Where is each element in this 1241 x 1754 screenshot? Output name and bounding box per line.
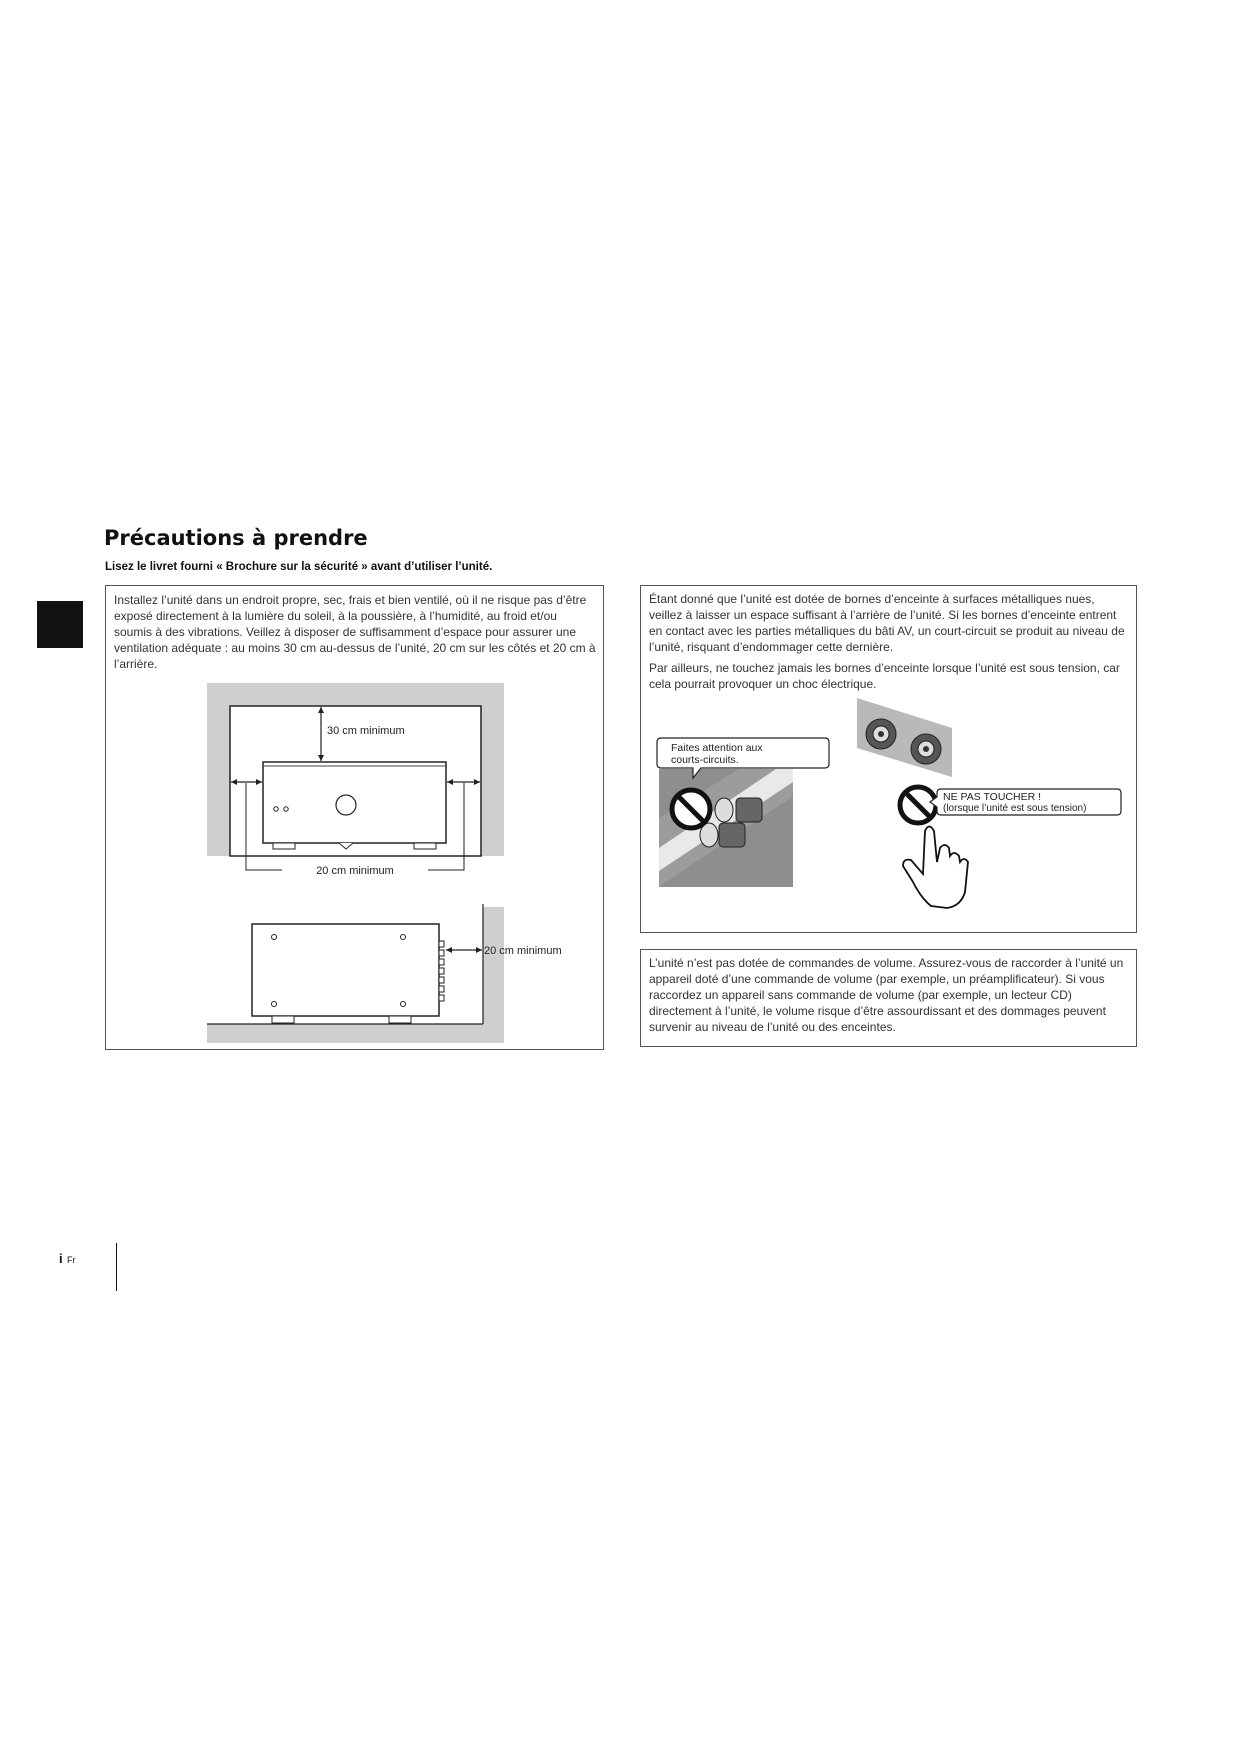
prohibited-icon-2 xyxy=(900,787,936,823)
unit-volume-knob xyxy=(336,795,356,815)
callout-line-1: Faites attention aux xyxy=(671,742,763,754)
terminal-text-1: Étant donné que l’unité est dotée de bornes d’enceinte à surfaces métalliques nues, veillez à laisser un espace suffisant à l’arrière de l’unité. Si les bornes d’enceinte entrent en contact avec les parties métalliques du bâti AV, un court-circuit se produit au niveau de l’unité, risquant d’endommager cette dernière. xyxy=(649,592,1125,654)
hand-icon xyxy=(903,827,968,909)
warning-line-2: (lorsque l’unité est sous tension) xyxy=(943,803,1087,814)
callout-line-2: courts-circuits. xyxy=(671,754,739,766)
footer-divider xyxy=(116,1243,117,1291)
prohibited-icon-1 xyxy=(672,790,710,828)
clearance-diagram xyxy=(106,586,603,1049)
volume-precaution-box xyxy=(640,949,1137,1047)
section-tab-marker xyxy=(37,601,83,648)
warning-line-1: NE PAS TOUCHER ! xyxy=(943,791,1042,803)
side-clearance-label: 20 cm minimum xyxy=(316,865,394,877)
terminal-diagram xyxy=(641,586,1136,932)
terminal-2 xyxy=(719,823,745,847)
speaker-terminal-precaution-box xyxy=(640,585,1137,933)
unit-side xyxy=(252,924,439,1016)
rear-clearance-label: 20 cm minimum xyxy=(484,945,562,957)
top-clearance-label: 30 cm minimum xyxy=(327,725,405,737)
volume-text: L’unité n’est pas dotée de commandes de volume. Assurez-vous de raccorder à l’unité un appareil doté d’une commande de volume (par exemple, un préamplificateur). Si vous raccordez un appareil sans commande de volume (par exemple, un lecteur CD) directement à l’unité, le volume risque d’être assourdissant et des dommages peuvent survenir au niveau de l’unité ou des enceintes. xyxy=(649,956,1124,1034)
page-subtitle: Lisez le livret fourni « Brochure sur la sécurité » avant d’utiliser l’unité. xyxy=(105,561,493,573)
ventilation-precaution-box xyxy=(105,585,604,1050)
terminal-1 xyxy=(736,798,762,822)
page-number: i xyxy=(59,1251,63,1266)
page-title: Précautions à prendre xyxy=(104,526,368,550)
ventilation-text: Installez l’unité dans un endroit propre, sec, frais et bien ventilé, où il ne risque pas d’être exposé directement à la lumière du soleil, à la poussière, à l’humidité, au froid et/ou soumis à des vibrations. Veillez à disposer de suffisamment d’espace pour assurer une ventilation adéquate : au moins 30 cm au-dessus de l’unité, 20 cm sur les côtés et 20 cm à l’arrière. xyxy=(114,593,596,671)
terminal-text-2: Par ailleurs, ne touchez jamais les bornes d’enceinte lorsque l’unité est sous tension, car cela pourrait provoquer un choc électrique. xyxy=(649,661,1120,691)
language-code: Fr xyxy=(67,1255,76,1265)
